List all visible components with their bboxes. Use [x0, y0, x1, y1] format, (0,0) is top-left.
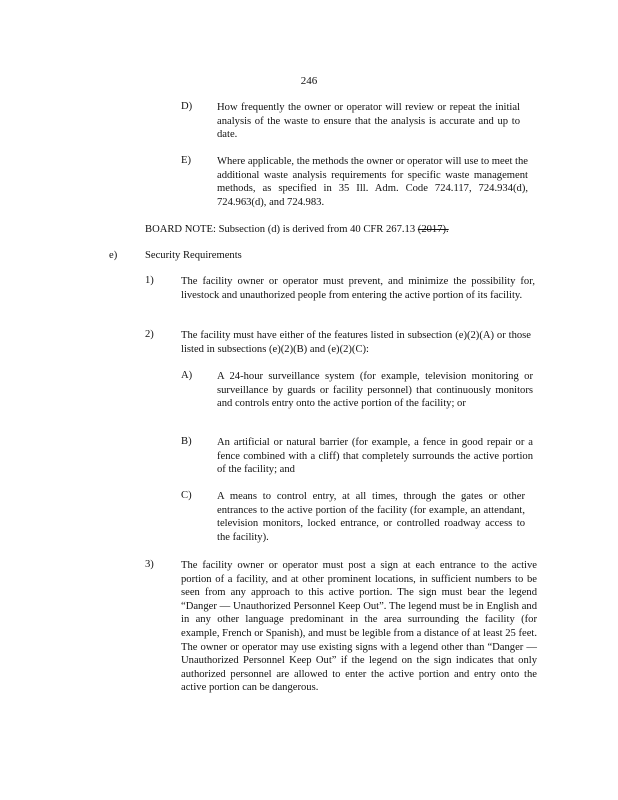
- sub-2c-text: A means to control entry, at all times, through the gates or other entrances to the active portion of the facility (for example, an attendant, television monitors, locked entrance, or controlled roadway access to the facility).: [217, 491, 525, 543]
- sub-2a-text: A 24-hour surveillance system (for example, television monitoring or surveillance by guards or facility personnel) that continuously monitors and controls entry onto the active portion of the facility; or: [217, 371, 533, 410]
- item-e-text: Where applicable, the methods the owner or operator will use to meet the additional waste analysis requirements for specific waste management methods, as specified in 35 Ill. Adm. Code 724.117, 724.934(d), 724.963(d), and 724.983.: [217, 156, 528, 208]
- sub-1-label: 1): [145, 275, 154, 286]
- sub-2b-text: An artificial or natural barrier (for example, a fence in good repair or a fence combined with a cliff) that completely surrounds the active portion of the facility; and: [217, 437, 533, 476]
- sub-3-text: The facility owner or operator must post a sign at each entrance to the active portion of a facility, and at other prominent locations, in sufficient numbers to be seen from any approach to this active portion. The sign must bear the legend “Danger — Unauthorized Personnel Keep Out”. The legend must be in English and in any other language predominant in the area surrounding the facility (for example, French or Spanish), and must be legible from a distance of at least 25 feet. The owner or operator may use existing signs with a legend other than “Danger — Unauthorized Personnel Keep Out” if the legend on the sign indicates that only authorized personnel are allowed to enter the active portion and entry onto the active portion can be dangerous.: [181, 560, 537, 694]
- item-e-label: E): [181, 155, 191, 166]
- sub-2-label: 2): [145, 329, 154, 340]
- item-d-text: How frequently the owner or operator will review or repeat the initial analysis of the waste to ensure that the analysis is accurate and up to date.: [217, 102, 520, 141]
- sub-2-text: The facility must have either of the features listed in subsection (e)(2)(A) or those listed in subsections (e)(2)(B) and (e)(2)(C):: [181, 330, 531, 355]
- sub-3-label: 3): [145, 559, 154, 570]
- item-d-label: D): [181, 101, 193, 112]
- board-note: [145, 223, 505, 237]
- sub-2a-label: A): [181, 370, 193, 381]
- sub-1-text: The facility owner or operator must prevent, and minimize the possibility for, livestock and unauthorized people from entering the active portion of its facility.: [181, 276, 535, 301]
- sub-2b-label: B): [181, 436, 192, 447]
- section-e-title: Security Requirements: [145, 250, 242, 261]
- sub-2c-label: C): [181, 490, 192, 501]
- board-note-struck: (2017).: [417, 224, 449, 235]
- board-note-text: BOARD NOTE: Subsection (d) is derived from 40 CFR 267.13: [145, 224, 416, 235]
- section-e-label: e): [109, 250, 118, 261]
- page-number: 246: [300, 75, 318, 87]
